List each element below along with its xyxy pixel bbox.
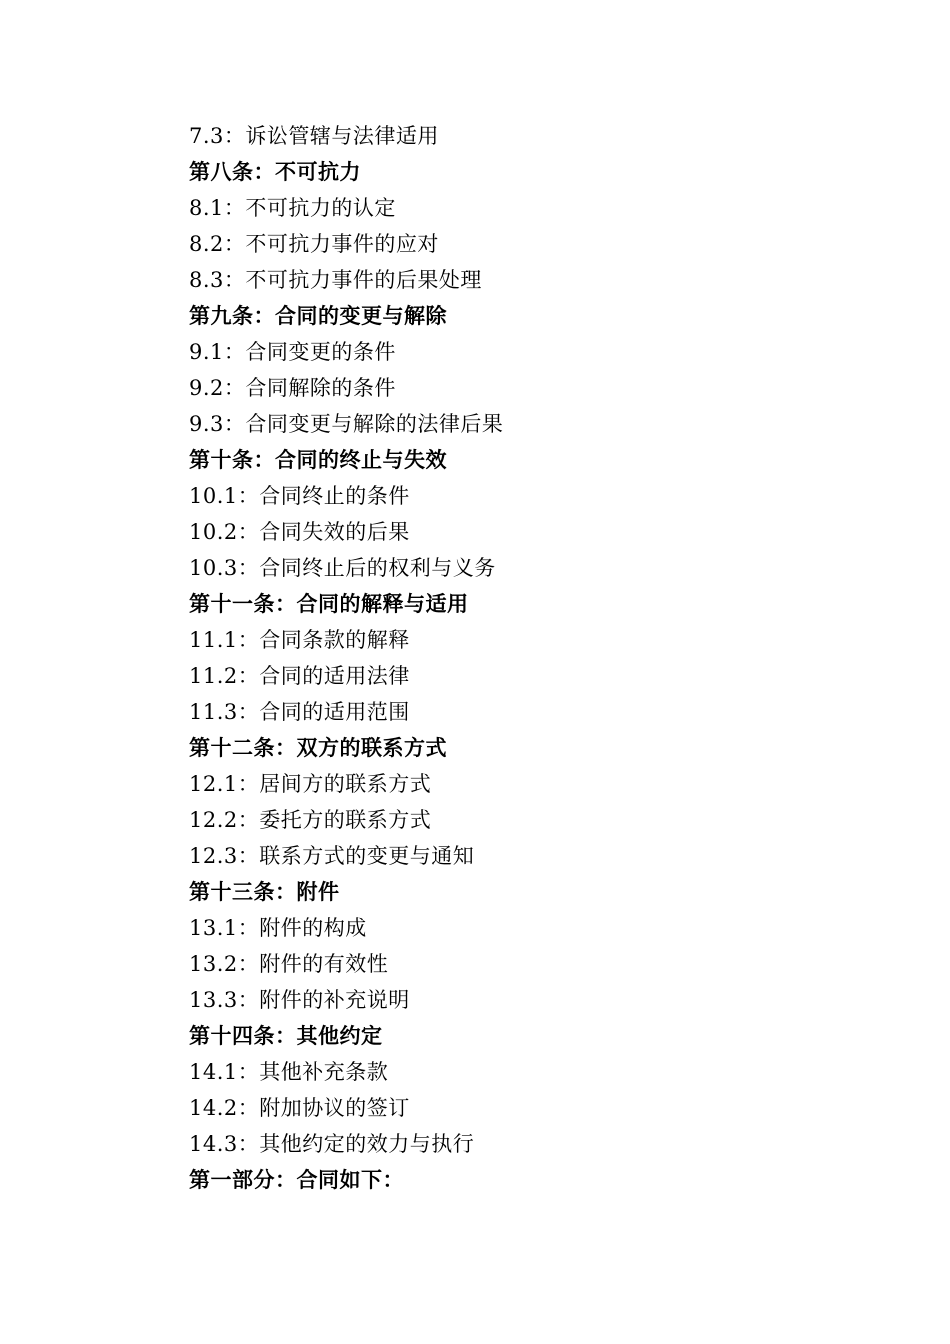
clause-item-8-1: 8.1：不可抗力的认定 xyxy=(189,196,396,220)
clause-item-12-3: 12.3：联系方式的变更与通知 xyxy=(189,844,475,868)
clause-item-10-3: 10.3：合同终止后的权利与义务 xyxy=(189,556,496,580)
article-heading-9: 第九条：合同的变更与解除 xyxy=(189,304,447,328)
clause-item-11-1: 11.1：合同条款的解释 xyxy=(189,628,410,652)
clause-item-7-3: 7.3：诉讼管辖与法律适用 xyxy=(189,124,439,148)
clause-item-14-1: 14.1：其他补充条款 xyxy=(189,1060,389,1084)
article-heading-8: 第八条：不可抗力 xyxy=(189,160,361,184)
clause-item-9-1: 9.1：合同变更的条件 xyxy=(189,340,396,364)
clause-item-11-3: 11.3：合同的适用范围 xyxy=(189,700,410,724)
clause-item-14-3: 14.3：其他约定的效力与执行 xyxy=(189,1132,475,1156)
article-heading-13: 第十三条：附件 xyxy=(189,880,340,904)
clause-item-9-2: 9.2：合同解除的条件 xyxy=(189,376,396,400)
clause-item-13-2: 13.2：附件的有效性 xyxy=(189,952,389,976)
clause-item-13-1: 13.1：附件的构成 xyxy=(189,916,367,940)
clause-item-8-2: 8.2：不可抗力事件的应对 xyxy=(189,232,439,256)
part-heading-1: 第一部分：合同如下： xyxy=(189,1168,404,1192)
clause-item-11-2: 11.2：合同的适用法律 xyxy=(189,664,410,688)
article-heading-14: 第十四条：其他约定 xyxy=(189,1024,383,1048)
document-page xyxy=(189,118,889,1198)
clause-item-9-3: 9.3：合同变更与解除的法律后果 xyxy=(189,412,504,436)
article-heading-12: 第十二条：双方的联系方式 xyxy=(189,736,447,760)
clause-item-13-3: 13.3：附件的补充说明 xyxy=(189,988,410,1012)
article-heading-11: 第十一条：合同的解释与适用 xyxy=(189,592,469,616)
clause-item-12-2: 12.2：委托方的联系方式 xyxy=(189,808,432,832)
clause-item-8-3: 8.3：不可抗力事件的后果处理 xyxy=(189,268,482,292)
clause-item-10-1: 10.1：合同终止的条件 xyxy=(189,484,410,508)
clause-item-14-2: 14.2：附加协议的签订 xyxy=(189,1096,410,1120)
clause-item-12-1: 12.1：居间方的联系方式 xyxy=(189,772,432,796)
article-heading-10: 第十条：合同的终止与失效 xyxy=(189,448,447,472)
clause-item-10-2: 10.2：合同失效的后果 xyxy=(189,520,410,544)
